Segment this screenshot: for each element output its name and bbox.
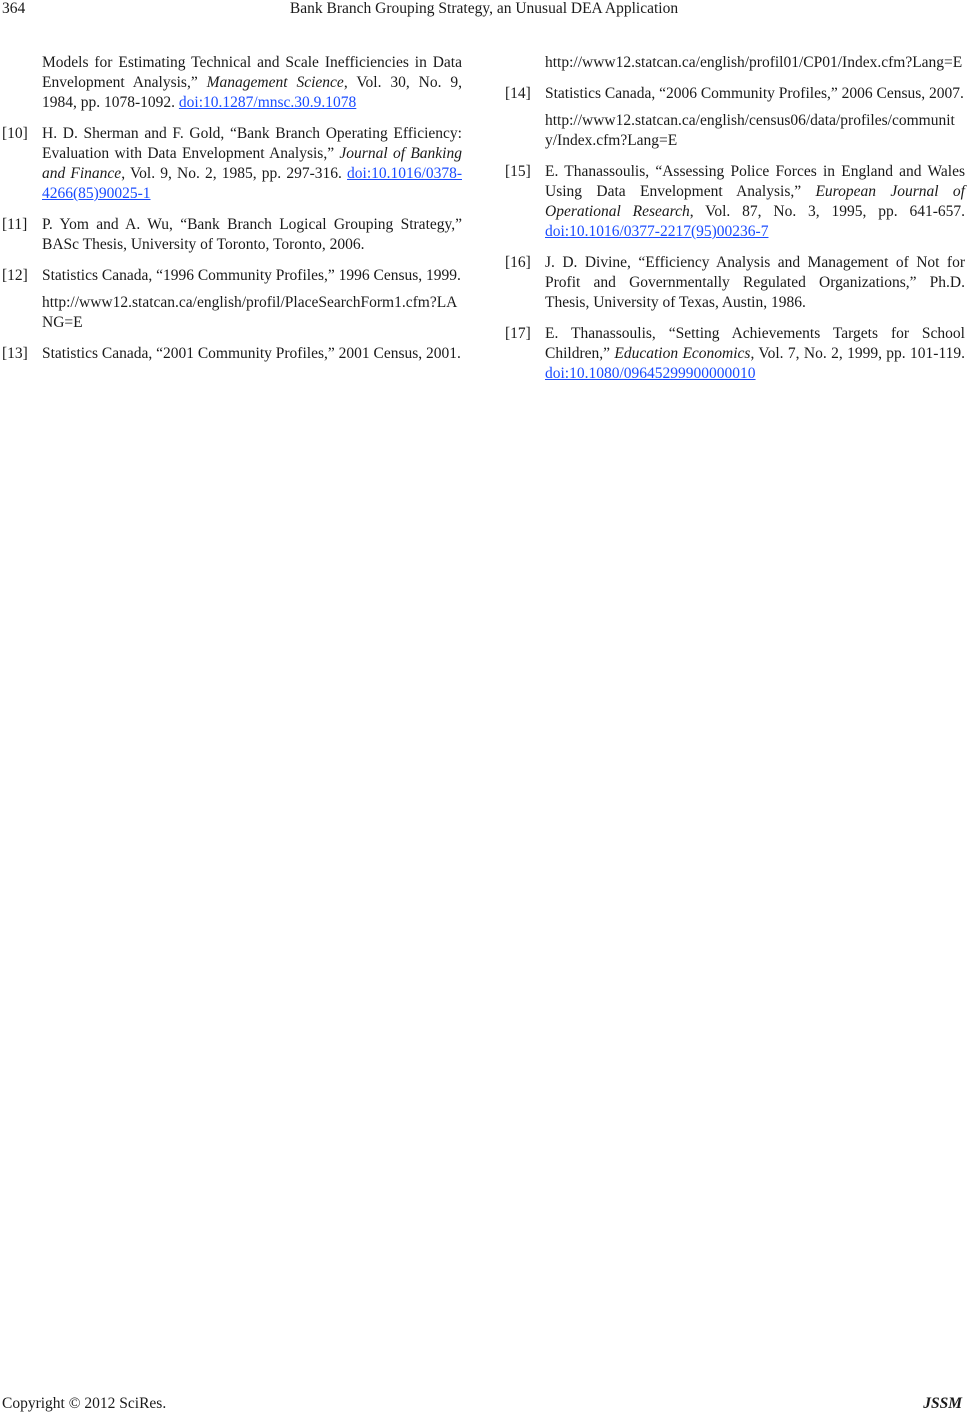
page-header (0, 0, 968, 22)
reference-13 (2, 344, 462, 364)
reference-number: [14] (505, 85, 531, 102)
journal-name: Management Science (206, 74, 344, 91)
reference-text: E. Thanassoulis, “Setting Achievements Targets for School Children,” (545, 325, 965, 362)
reference-url: http://www12.statcan.ca/english/profil01/CP01/Index.cfm?Lang=E (545, 54, 963, 71)
page-footer (0, 1394, 968, 1414)
reference-text: E. Thanassoulis, “Assessing Police Forces in England and Wales Using Data Envelopment Analysis,” (545, 163, 965, 200)
journal-name: Journal of Banking and Finance (42, 145, 462, 182)
reference-text: Statistics Canada, “1996 Community Profiles,” 1996 Census, 1999. (42, 267, 461, 284)
reference-details: , Vol. 87, No. 3, 1995, pp. 641-657. (689, 203, 966, 220)
doi-link[interactable]: doi:10.1287/mnsc.30.9.1078 (178, 94, 357, 111)
reference-number: [12] (2, 267, 28, 284)
reference-text: H. D. Sherman and F. Gold, “Bank Branch Operating Efficiency: Evaluation with Data Envelopment Analysis,” (42, 125, 462, 162)
reference-number: [15] (505, 163, 531, 180)
reference-details: , Vol. 30, No. 9, 1984, pp. 1078-1092. (42, 74, 463, 111)
reference-details: , Vol. 9, No. 2, 1985, pp. 297-316. (121, 165, 342, 182)
reference-continued (42, 53, 462, 113)
reference-number: [10] (2, 125, 28, 142)
doi-link[interactable]: doi:10.1080/09645299900000010 (545, 365, 756, 382)
reference-15 (505, 162, 966, 242)
doi-link[interactable]: doi:10.1016/0378-4266(85)90025-1 (42, 165, 462, 202)
reference-12 (2, 266, 462, 333)
reference-details: , Vol. 7, No. 2, 1999, pp. 101-119. (750, 345, 965, 362)
journal-abbreviation: JSSM (923, 1395, 962, 1412)
reference-number: [13] (2, 345, 28, 362)
reference-number: [16] (505, 254, 531, 271)
reference-number: [11] (2, 216, 28, 233)
journal-name: European Journal of Operational Research (545, 183, 965, 220)
doi-link[interactable]: doi:10.1016/0377-2217(95)00236-7 (545, 223, 769, 240)
reference-text: Models for Estimating Technical and Scale Inefficiencies in Data Envelopment Analysis,” (42, 54, 462, 91)
reference-url: http://www12.statcan.ca/english/profil/PlaceSearchForm1.cfm?LANG=E (42, 294, 458, 331)
reference-17 (505, 324, 965, 384)
reference-10 (2, 124, 462, 204)
journal-name: Education Economics (614, 345, 751, 362)
reference-number: [17] (505, 325, 531, 342)
reference-url: http://www12.statcan.ca/english/census06/data/profiles/community/Index.cfm?Lang=E (545, 112, 955, 149)
running-title: Bank Branch Grouping Strategy, an Unusual DEA Application (289, 0, 679, 17)
references-left-column (2, 53, 463, 375)
reference-text: Statistics Canada, “2006 Community Profiles,” 2006 Census, 2007. (545, 85, 964, 102)
reference-16 (505, 253, 965, 313)
reference-11 (2, 215, 462, 255)
copyright-notice: Copyright © 2012 SciRes. (2, 1395, 167, 1412)
reference-text: P. Yom and A. Wu, “Bank Branch Logical Grouping Strategy,” BASc Thesis, University of Toronto, Toronto, 2006. (42, 216, 462, 253)
reference-text: J. D. Divine, “Efficiency Analysis and Management of Not for Profit and Governmentally Regulated Organizations,” Ph.D. Thesis, University of Texas, Austin, 1986. (545, 254, 965, 311)
reference-13-continued (545, 53, 965, 73)
reference-text: Statistics Canada, “2001 Community Profiles,” 2001 Census, 2001. (42, 345, 461, 362)
reference-14 (505, 84, 965, 151)
references-right-column (505, 53, 966, 395)
page-number: 364 (2, 0, 26, 17)
